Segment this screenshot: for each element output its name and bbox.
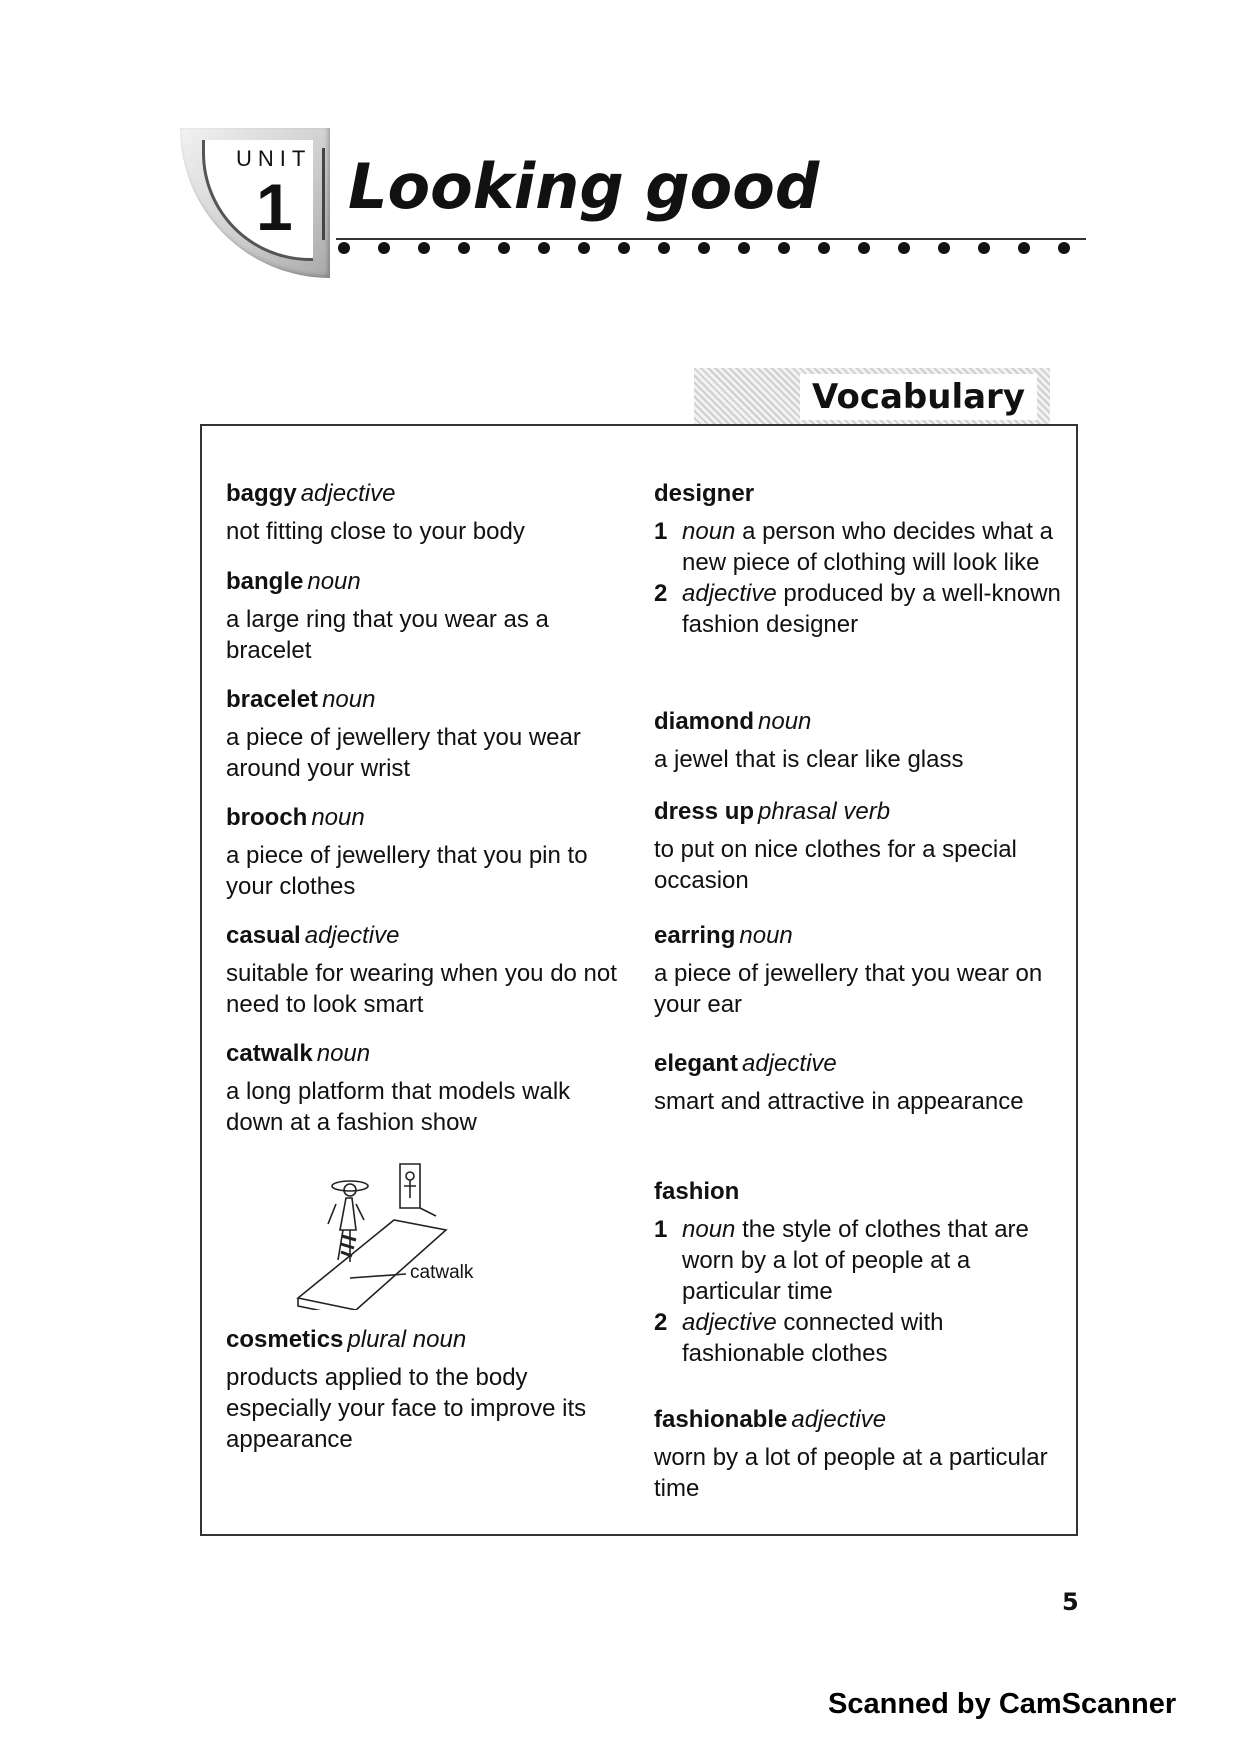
entry-bracelet: [226, 684, 626, 784]
definition: worn by a lot of people at a particular time: [654, 1444, 1048, 1502]
sense-2: [654, 578, 1064, 640]
part-of-speech: adjective: [742, 1050, 837, 1077]
catwalk-illustration: [286, 1160, 526, 1310]
headword: fashion: [654, 1178, 740, 1205]
entry-bangle: [226, 566, 626, 666]
definition: a piece of jewellery that you wear around your wrist: [226, 724, 581, 782]
part-of-speech: noun: [322, 686, 376, 713]
definition: products applied to the body especially your face to improve its appearance: [226, 1364, 587, 1453]
definition: not fitting close to your body: [226, 518, 525, 545]
entry-earring: [654, 920, 1064, 1020]
entry-catwalk: [226, 1038, 626, 1138]
part-of-speech: noun: [739, 922, 793, 949]
title-dotted-rule: [336, 236, 1086, 258]
definition: smart and attractive in appearance: [654, 1088, 1024, 1115]
definition: suitable for wearing when you do not need to look smart: [226, 960, 617, 1018]
headword: cosmetics: [226, 1326, 344, 1353]
headword: baggy: [226, 480, 297, 507]
definition: to put on nice clothes for a special occasion: [654, 836, 1017, 894]
headword: elegant: [654, 1050, 739, 1077]
sense-number: 1: [654, 1216, 668, 1243]
unit-number: 1: [256, 170, 293, 244]
part-of-speech: noun: [758, 708, 812, 735]
sense-text: connected with fashionable clothes: [682, 1309, 944, 1367]
part-of-speech: adjective: [682, 580, 777, 607]
headword: fashionable: [654, 1406, 788, 1433]
illustration-caption: catwalk: [410, 1262, 474, 1283]
sense-number: 2: [654, 580, 668, 607]
entry-diamond: [654, 706, 1064, 775]
sense-2: [654, 1307, 1064, 1369]
vocabulary-heading: Vocabulary: [800, 374, 1037, 420]
entry-casual: [226, 920, 626, 1020]
sense-1: [654, 516, 1064, 578]
headword: bangle: [226, 568, 304, 595]
sense-text: produced by a well-known fashion designer: [682, 580, 1061, 638]
sense-number: 1: [654, 518, 668, 545]
entry-fashion: [654, 1176, 1064, 1369]
vocabulary-box: [200, 424, 1078, 1536]
entry-designer: [654, 478, 1064, 640]
headword: brooch: [226, 804, 308, 831]
part-of-speech: adjective: [682, 1309, 777, 1336]
unit-divider: [322, 148, 325, 240]
part-of-speech: adjective: [791, 1406, 887, 1433]
part-of-speech: noun: [311, 804, 365, 831]
part-of-speech: noun: [682, 1216, 736, 1243]
part-of-speech: adjective: [300, 480, 396, 507]
part-of-speech: noun: [316, 1040, 371, 1067]
vocabulary-tab: [694, 368, 1050, 426]
headword: casual: [226, 922, 301, 949]
definition: a jewel that is clear like glass: [654, 746, 964, 773]
sense-number: 2: [654, 1309, 668, 1336]
definition: a large ring that you wear as a bracelet: [226, 606, 549, 664]
part-of-speech: plural noun: [347, 1326, 467, 1353]
headword: bracelet: [226, 686, 319, 713]
entry-elegant: [654, 1048, 1064, 1117]
headword: dress up: [654, 798, 755, 825]
entry-fashionable: [654, 1404, 1064, 1504]
unit-label: UNIT: [236, 146, 312, 171]
entry-baggy: [226, 478, 626, 547]
sense-text: the style of clothes that are worn by a lot of people at a particular time: [682, 1216, 1029, 1305]
part-of-speech: adjective: [304, 922, 400, 949]
definition: a long platform that models walk down at a fashion show: [226, 1078, 571, 1136]
page-number: 5: [1062, 1588, 1079, 1616]
headword: designer: [654, 480, 755, 507]
part-of-speech: noun: [307, 568, 361, 595]
entry-cosmetics: [226, 1324, 626, 1455]
catwalk-drawing: [286, 1160, 526, 1310]
unit-badge: [180, 128, 330, 278]
sense-text: a person who decides what a new piece of clothing will look like: [682, 518, 1053, 576]
part-of-speech: noun: [682, 518, 736, 545]
definition: a piece of jewellery that you wear on your ear: [654, 960, 1043, 1018]
headword: catwalk: [226, 1040, 313, 1067]
headword: earring: [654, 922, 736, 949]
entry-brooch: [226, 802, 626, 902]
sense-1: [654, 1214, 1064, 1307]
page-title: Looking good: [348, 150, 820, 223]
headword: diamond: [654, 708, 754, 735]
definition: a piece of jewellery that you pin to your clothes: [226, 842, 588, 900]
entry-dress-up: [654, 796, 1064, 896]
part-of-speech: phrasal verb: [758, 798, 891, 825]
scanner-watermark: Scanned by CamScanner: [828, 1688, 1177, 1720]
